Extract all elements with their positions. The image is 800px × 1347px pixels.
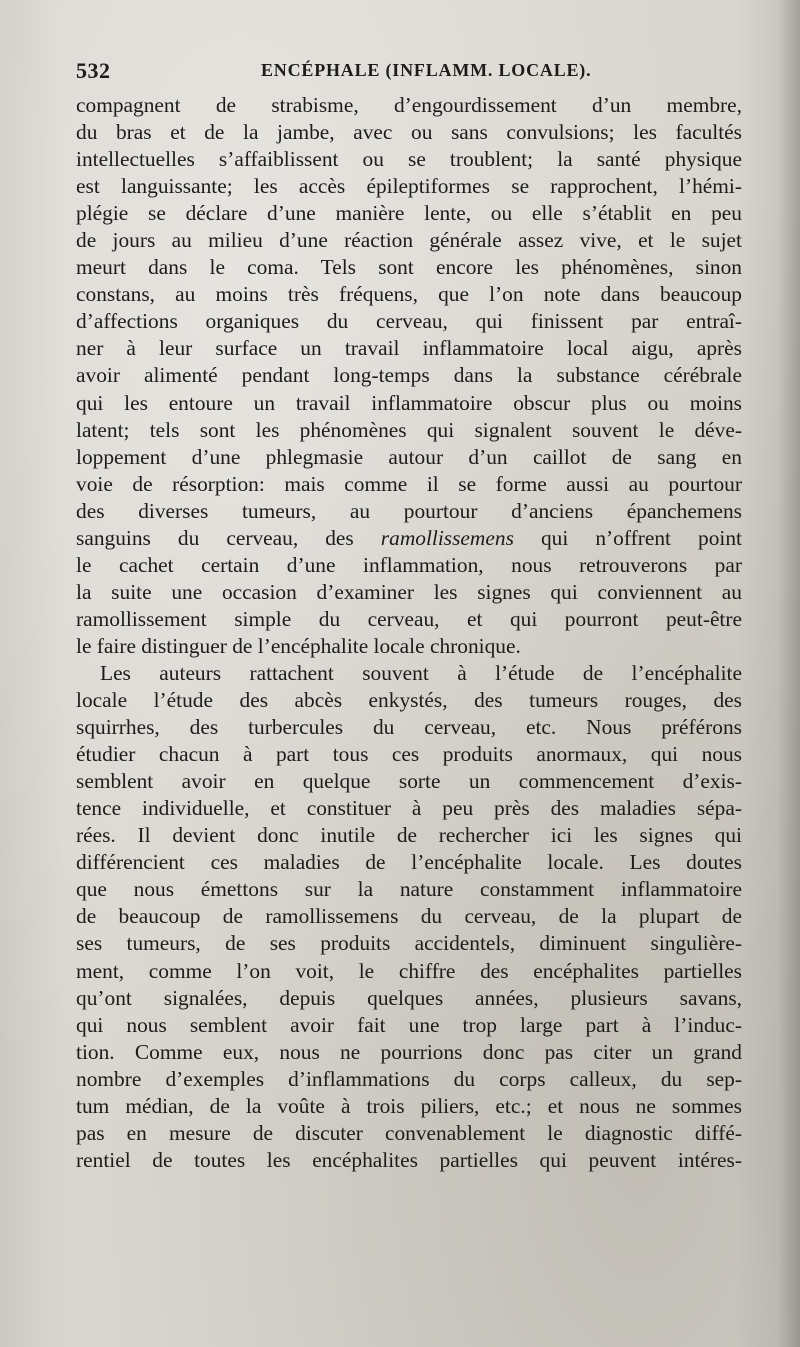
text-line: tence individuelle, et constituer à peu près des maladies sépa-: [76, 796, 742, 821]
text-line: nombre d’exemples d’inflammations du corps calleux, du sep-: [76, 1066, 742, 1091]
text-line: différencient ces maladies de l’encéphalite locale. Les doutes: [76, 850, 742, 875]
text-line: Les auteurs rattachent souvent à l’étude de l’encéphalite: [100, 660, 742, 685]
text-line: intellectuelles s’affaiblissent ou se troublent; la santé physique: [76, 147, 742, 172]
text-line: avoir alimenté pendant long-temps dans la substance cérébrale: [76, 363, 742, 388]
text-line: ner à leur surface un travail inflammatoire local aigu, après: [76, 336, 742, 361]
text-line: de jours au milieu d’une réaction générale assez vive, et le sujet: [76, 228, 742, 253]
text-line: voie de résorption: mais comme il se forme aussi au pourtour: [76, 471, 742, 496]
text-line: des diverses tumeurs, au pourtour d’anciens épanchemens: [76, 498, 742, 523]
text-segment: sanguins du cerveau, des: [76, 525, 354, 550]
text-line: [76, 525, 742, 552]
text-line: latent; tels sont les phénomènes qui signalent souvent le déve-: [76, 417, 742, 442]
page-edge-shadow: [778, 0, 800, 1347]
text-line: locale l’étude des abcès enkystés, des tumeurs rouges, des: [76, 688, 742, 713]
text-line: semblent avoir en quelque sorte un commencement d’exis-: [76, 769, 742, 794]
text-line: est languissante; les accès épileptiformes se rapprochent, l’hémi-: [76, 174, 742, 199]
text-line: du bras et de la jambe, avec ou sans convulsions; les facultés: [76, 120, 742, 145]
text-line: squirrhes, des turbercules du cerveau, etc. Nous préférons: [76, 715, 742, 740]
text-line: de beaucoup de ramollissemens du cerveau, de la plupart de: [76, 904, 742, 929]
text-line: le faire distinguer de l’encéphalite locale chronique.: [76, 633, 521, 658]
running-head: ENCÉPHALE (INFLAMM. LOCALE).: [261, 60, 592, 80]
text-line: constans, au moins très fréquens, que l’on note dans beaucoup: [76, 282, 742, 307]
text-line: d’affections organiques du cerveau, qui finissent par entraî-: [76, 309, 742, 334]
text-line: étudier chacun à part tous ces produits anormaux, qui nous: [76, 742, 742, 767]
italic-term: ramollissemens: [380, 525, 514, 550]
text-line: rées. Il devient donc inutile de rechercher ici les signes qui: [76, 823, 742, 848]
text-line: loppement d’une phlegmasie autour d’un caillot de sang en: [76, 444, 742, 469]
text-line: qui nous semblent avoir fait une trop large part à l’induc-: [76, 1012, 742, 1037]
text-segment: qui n’offrent point: [540, 525, 742, 550]
text-line: qui les entoure un travail inflammatoire obscur plus ou moins: [76, 390, 742, 415]
text-line: qu’ont signalées, depuis quelques années, plusieurs savans,: [76, 985, 742, 1010]
text-line: tion. Comme eux, nous ne pourrions donc pas citer un grand: [76, 1039, 742, 1064]
page-number: 532: [76, 58, 111, 83]
text-line: rentiel de toutes les encéphalites partielles qui peuvent intéres-: [76, 1147, 742, 1172]
text-line: pas en mesure de discuter convenablement le diagnostic diffé-: [76, 1120, 742, 1145]
page-header: [76, 58, 746, 88]
text-line: plégie se déclare d’une manière lente, ou elle s’établit en peu: [76, 201, 742, 226]
text-line: ramollissement simple du cerveau, et qui pourront peut-être: [76, 606, 742, 631]
text-line: la suite une occasion d’examiner les signes qui conviennent au: [76, 579, 742, 604]
text-line: ment, comme l’on voit, le chiffre des encéphalites partielles: [76, 958, 742, 983]
text-line: meurt dans le coma. Tels sont encore les phénomènes, sinon: [76, 255, 742, 280]
text-line: que nous émettons sur la nature constamment inflammatoire: [76, 877, 742, 902]
body-text: [76, 92, 742, 1174]
text-line: tum médian, de la voûte à trois piliers, etc.; et nous ne sommes: [76, 1093, 742, 1118]
text-line: compagnent de strabisme, d’engourdissement d’un membre,: [76, 93, 742, 117]
text-line: le cachet certain d’une inflammation, nous retrouverons par: [76, 552, 742, 577]
text-line: ses tumeurs, de ses produits accidentels, diminuent singulière-: [76, 931, 742, 956]
